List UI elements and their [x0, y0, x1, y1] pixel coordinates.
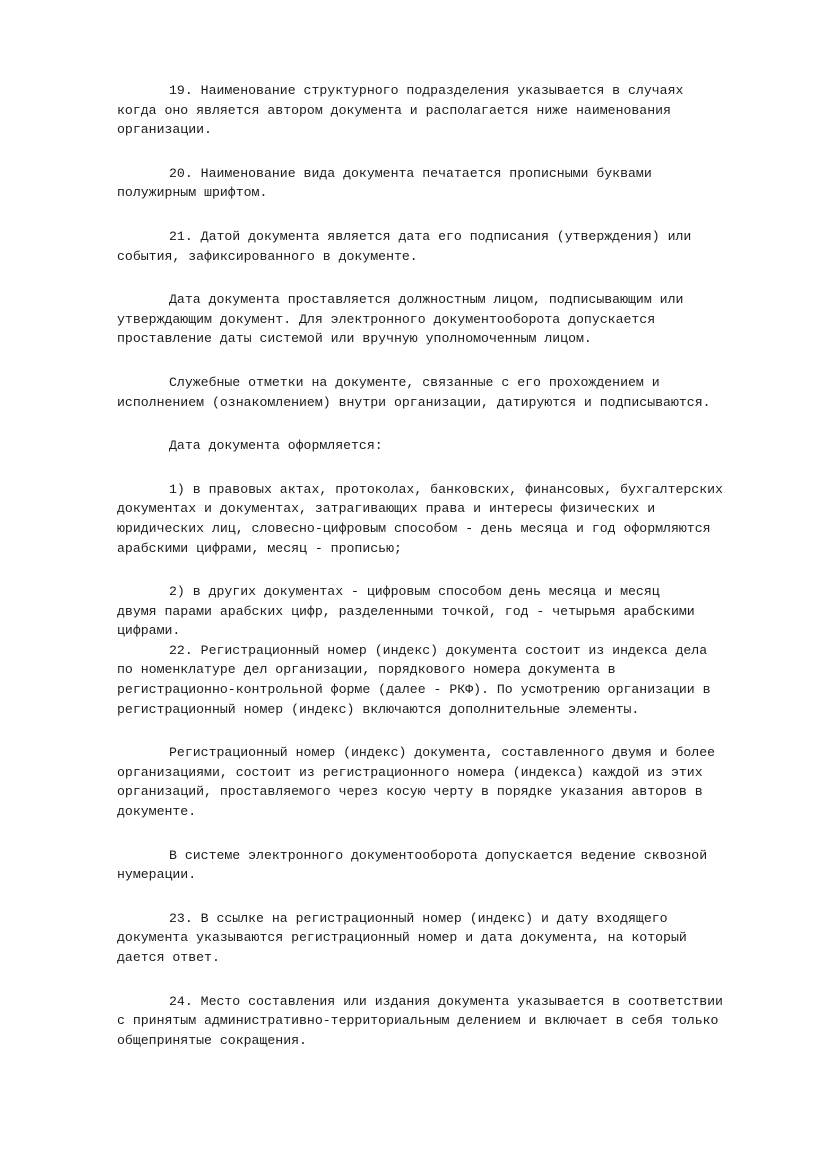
paragraph-20: 20. Наименование вида документа печатается прописными буквами полужирным шрифтом.	[117, 165, 652, 201]
document-body	[117, 81, 777, 1050]
paragraph-date-signing: Дата документа проставляется должностным лицом, подписывающим или утверждающим документ. Для электронного документооборота допускается проставление даты системой или вручную уполномоченным лицом.	[117, 292, 684, 347]
paragraph-through-numbering: В системе электронного документооборота допускается ведение сквозной нумерации.	[117, 847, 708, 883]
paragraph-19: 19. Наименование структурного подразделения указывается в случаях когда оно является автором документа и располагается ниже наименования организации.	[117, 83, 684, 138]
paragraph-21: 21. Датой документа является дата его подписания (утверждения) или события, зафиксированного в документе.	[117, 228, 692, 264]
paragraph-registration-multi-org: Регистрационный номер (индекс) документа, составленного двумя и более организациями, состоит из регистрационного номера (индекса) каждой из этих организаций, проставляемого через косую черту в порядке указания авторов в документе.	[117, 745, 716, 820]
paragraph-service-marks: Служебные отметки на документе, связанные с его прохождением и исполнением (ознакомлением) внутри организации, датируются и подписываются.	[117, 374, 711, 410]
paragraph-date-format-item-1: 1) в правовых актах, протоколах, банковских, финансовых, бухгалтерских документах и документах, затрагивающих права и интересы физических и юридических лиц, словесно-цифровым способом - день месяца и год оформляются арабскими цифрами, месяц - прописью;	[117, 481, 723, 556]
paragraph-date-format-item-2: 2) в других документах - цифровым способом день месяца и месяц двумя парами арабских цифр, разделенными точкой, год - четырьмя арабскими цифрами.	[117, 584, 695, 639]
paragraph-23: 23. В ссылке на регистрационный номер (индекс) и дату входящего документа указываются регистрационный номер и дата документа, на который дается ответ.	[117, 910, 687, 965]
paragraph-22: 22. Регистрационный номер (индекс) документа состоит из индекса дела по номенклатуре дел организации, порядкового номера документа в регистрационно-контрольной форме (далее - РКФ). По усмотрению организации в регистрационный номер (индекс) включаются дополнительные элементы.	[117, 642, 711, 717]
paragraph-24: 24. Место составления или издания документа указывается в соответствии с принятым административно-территориальным делением и включает в себя только общепринятые сокращения.	[117, 993, 723, 1048]
paragraph-date-format-intro: Дата документа оформляется:	[169, 438, 383, 454]
